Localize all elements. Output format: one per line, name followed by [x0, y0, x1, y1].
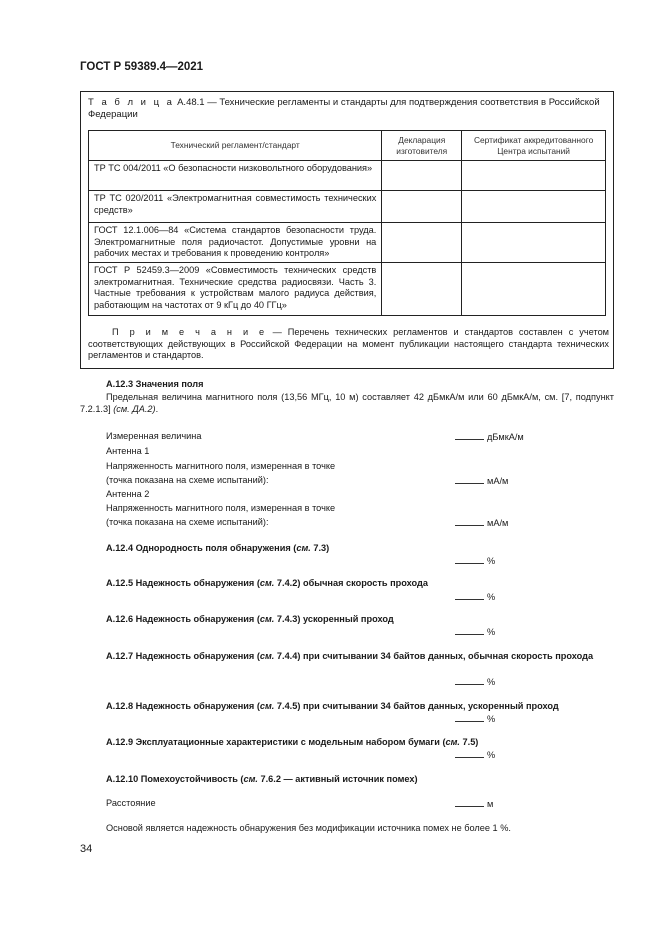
table-cell-certificate — [462, 191, 606, 223]
section-heading: А.12.4 Однородность поля обнаружения (см. 7.3) — [106, 543, 330, 553]
value-blank: % — [455, 554, 495, 566]
section-heading: А.12.8 Надежность обнаружения (см. 7.4.5) при считывании 34 байтов данных, ускоренный проход — [106, 701, 559, 711]
table-note-prefix: П р и м е ч а н и е — [112, 327, 267, 337]
table-cell-certificate — [462, 263, 606, 316]
regulations-table — [88, 130, 606, 316]
table-cell-declaration — [382, 191, 462, 223]
column-header: Декларация изготовителя — [382, 131, 462, 161]
measured-label: Измеренная величина — [106, 431, 202, 441]
table-cell-certificate — [462, 161, 606, 191]
antenna-2-blank: мА/м — [455, 516, 508, 528]
field-label: Напряженность магнитного поля, измеренная в точке — [106, 503, 336, 513]
value-blank: % — [455, 625, 495, 637]
column-header: Технический регламент/стандарт — [89, 131, 382, 161]
value-blank: % — [455, 675, 495, 687]
table-cell-declaration — [382, 161, 462, 191]
table-header-row — [89, 131, 606, 161]
antenna-1-blank: мА/м — [455, 474, 508, 486]
value-blank: % — [455, 748, 495, 760]
field-label: Напряженность магнитного поля, измеренная в точке — [106, 461, 336, 471]
antenna-1-label: Антенна 1 — [106, 446, 150, 456]
section-heading: А.12.10 Помехоустойчивость (см. 7.6.2 — активный источник помех) — [106, 774, 418, 784]
measured-blank: дБмкА/м — [455, 430, 524, 442]
distance-blank: м — [455, 797, 493, 809]
point-label: (точка показана на схеме испытаний): — [106, 517, 269, 527]
page-number: 34 — [80, 843, 93, 855]
section-heading: А.12.7 Надежность обнаружения (см. 7.4.4) при считывании 34 байтов данных, обычная скорость прохода — [106, 651, 594, 661]
table-caption — [88, 97, 608, 121]
table-row — [89, 161, 606, 191]
point-label: (точка показана на схеме испытаний): — [106, 475, 269, 485]
column-header: Сертификат аккредитованного Центра испытаний — [462, 131, 606, 161]
value-blank: % — [455, 712, 495, 724]
section-heading: А.12.3 Значения поля — [106, 379, 204, 389]
table-caption-text: А.48.1 — Технические регламенты и стандарты для подтверждения соответствия в Российской Федерации — [88, 97, 600, 120]
table-cell-regulation: ГОСТ 12.1.006—84 «Система стандартов безопасности труда. Электромагнитные поля радиочастот. Допустимые уровни на рабочих местах и требования к проведению контроля» — [89, 223, 382, 263]
section-heading: А.12.5 Надежность обнаружения (см. 7.4.2) обычная скорость прохода — [106, 578, 428, 588]
table-row — [89, 223, 606, 263]
table-cell-regulation: ТР ТС 004/2011 «О безопасности низковольтного оборудования» — [89, 161, 382, 191]
antenna-2-label: Антенна 2 — [106, 489, 150, 499]
table-cell-regulation: ГОСТ Р 52459.3—2009 «Совместимость технических средств электромагнитная. Технические средства радиосвязи. Часть 3. Частные требования к устройствам малого радиуса действия, работающим на частотах от 9 кГц до 40 ГГц» — [89, 263, 382, 316]
value-blank: % — [455, 590, 495, 602]
table-note-text: — Перечень технических регламентов и стандартов составлен с учетом соответствующих действующих в Российской Федерации на момент публикации настоящего стандарта технических регламентов и стандартов. — [88, 327, 609, 361]
section-heading: А.12.9 Эксплуатационные характеристики с модельным набором бумаги (см. 7.5) — [106, 737, 479, 747]
table-cell-regulation: ТР ТС 020/2011 «Электромагнитная совместимость технических средств» — [89, 191, 382, 223]
basis-text: Основой является надежность обнаружения без модификации источника помех не более 1 %. — [106, 823, 511, 833]
table-note — [88, 327, 609, 362]
distance-label: Расстояние — [106, 798, 156, 808]
table-caption-prefix: Т а б л и ц а — [88, 97, 175, 108]
document-header: ГОСТ Р 59389.4—2021 — [80, 61, 204, 73]
table-cell-declaration — [382, 263, 462, 316]
table-cell-declaration — [382, 223, 462, 263]
table-row — [89, 263, 606, 316]
field-limit-text: Предельная величина магнитного поля (13,56 МГц, 10 м) составляет 42 дБмкА/м или 60 дБмкА/м, см. [7, подпункт 7.2.1.3] (см. ДА.2). — [80, 392, 614, 414]
section-heading: А.12.6 Надежность обнаружения (см. 7.4.3) ускоренный проход — [106, 614, 394, 624]
table-cell-certificate — [462, 223, 606, 263]
table-row — [89, 191, 606, 223]
